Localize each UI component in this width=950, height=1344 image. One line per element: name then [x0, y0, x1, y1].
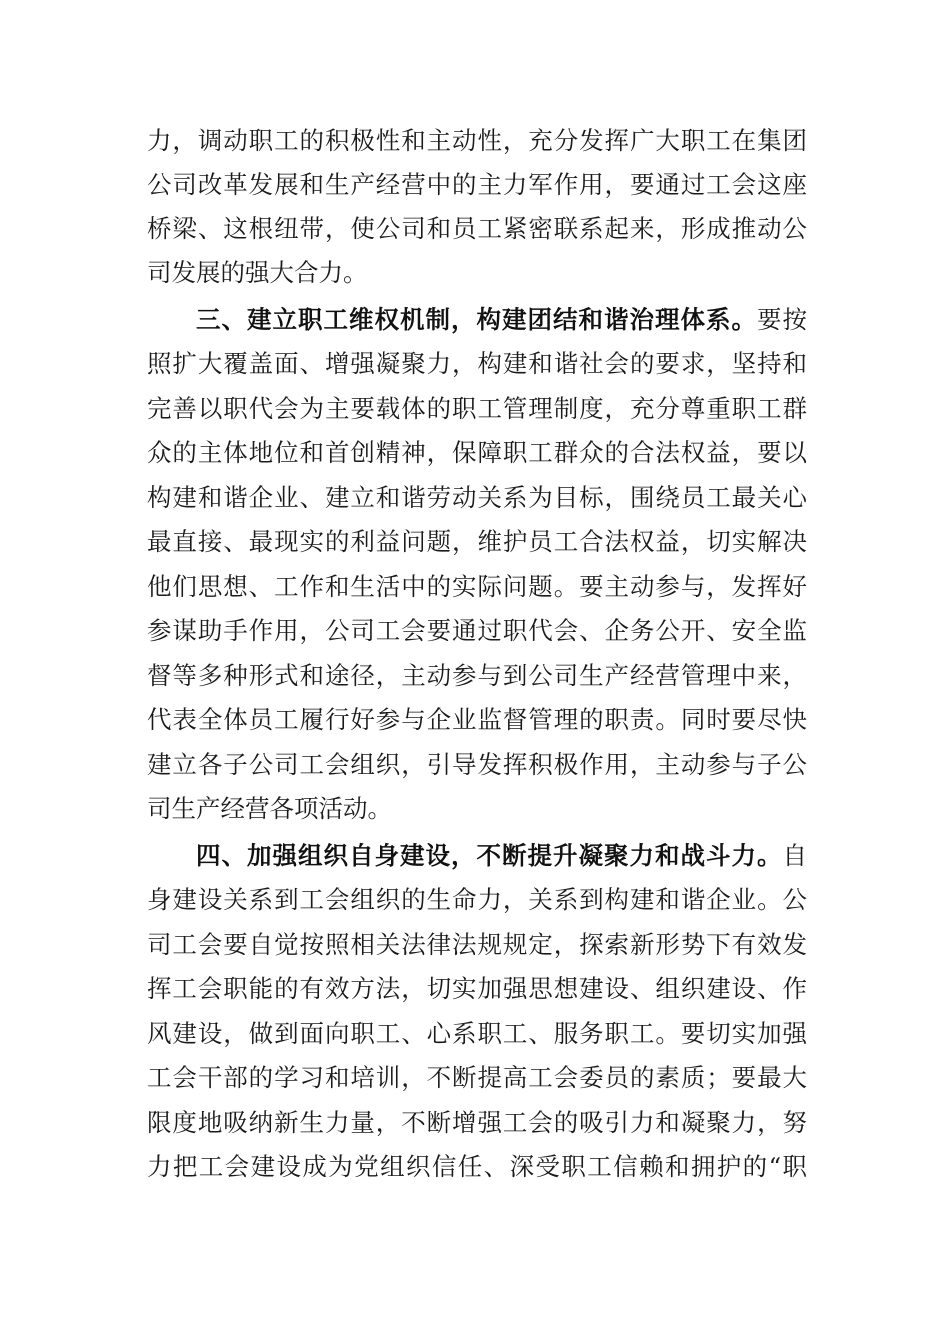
section-first-line — [196, 836, 807, 876]
section-heading: 四、加强组织自身建设，不断提升凝聚力和战斗力。 — [196, 841, 783, 870]
body-text-line: 力把工会建设成为党组织信任、深受职工信赖和拥护的“职 — [147, 1152, 807, 1181]
body-text-line: 完善以职代会为主要载体的职工管理制度，充分尊重职工群 — [147, 394, 807, 423]
body-text-span: 自 — [782, 841, 807, 870]
body-text-line: 风建设，做到面向职工、心系职工、服务职工。要切实加强 — [147, 1019, 807, 1048]
body-text-line: 构建和谐企业、建立和谐劳动关系为目标，围绕员工最关心 — [147, 483, 807, 512]
body-text-line: 限度地吸纳新生力量，不断增强工会的吸引力和凝聚力，努 — [147, 1108, 807, 1137]
body-text-line: 力，调动职工的积极性和主动性，充分发挥广大职工在集团 — [147, 126, 807, 155]
body-text-line: 众的主体地位和首创精神，保障职工群众的合法权益，要以 — [147, 438, 807, 467]
body-text-line: 司生产经营各项活动。 — [147, 794, 392, 823]
body-text-line: 代表全体员工履行好参与企业监督管理的职责。同时要尽快 — [147, 705, 807, 734]
body-text-line: 司工会要自觉按照相关法律法规规定，探索新形势下有效发 — [147, 930, 807, 959]
section-first-line — [196, 300, 807, 340]
body-text-line: 公司改革发展和生产经营中的主力军作用，要通过工会这座 — [147, 170, 807, 199]
body-text-line: 挥工会职能的有效方法，切实加强思想建设、组织建设、作 — [147, 974, 807, 1003]
body-text-line: 督等多种形式和途径，主动参与到公司生产经营管理中来， — [147, 661, 807, 690]
body-text-line: 最直接、最现实的利益问题，维护员工合法权益，切实解决 — [147, 527, 807, 556]
body-text-span: 要按 — [757, 305, 807, 334]
body-text-line: 建立各子公司工会组织，引导发挥积极作用，主动参与子公 — [147, 750, 807, 779]
section-heading: 三、建立职工维权机制，构建团结和谐治理体系。 — [196, 305, 757, 334]
body-text-line: 工会干部的学习和培训，不断提高工会委员的素质；要最大 — [147, 1063, 807, 1092]
body-text-line: 身建设关系到工会组织的生命力，关系到构建和谐企业。公 — [147, 885, 807, 914]
body-text-line: 参谋助手作用，公司工会要通过职代会、企务公开、安全监 — [147, 616, 807, 645]
body-text-line: 他们思想、工作和生活中的实际问题。要主动参与，发挥好 — [147, 572, 807, 601]
body-text-line: 照扩大覆盖面、增强凝聚力，构建和谐社会的要求，坚持和 — [147, 349, 807, 378]
body-text-line: 桥梁、这根纽带，使公司和员工紧密联系起来，形成推动公 — [147, 214, 807, 243]
body-text-line: 司发展的强大合力。 — [147, 258, 368, 287]
